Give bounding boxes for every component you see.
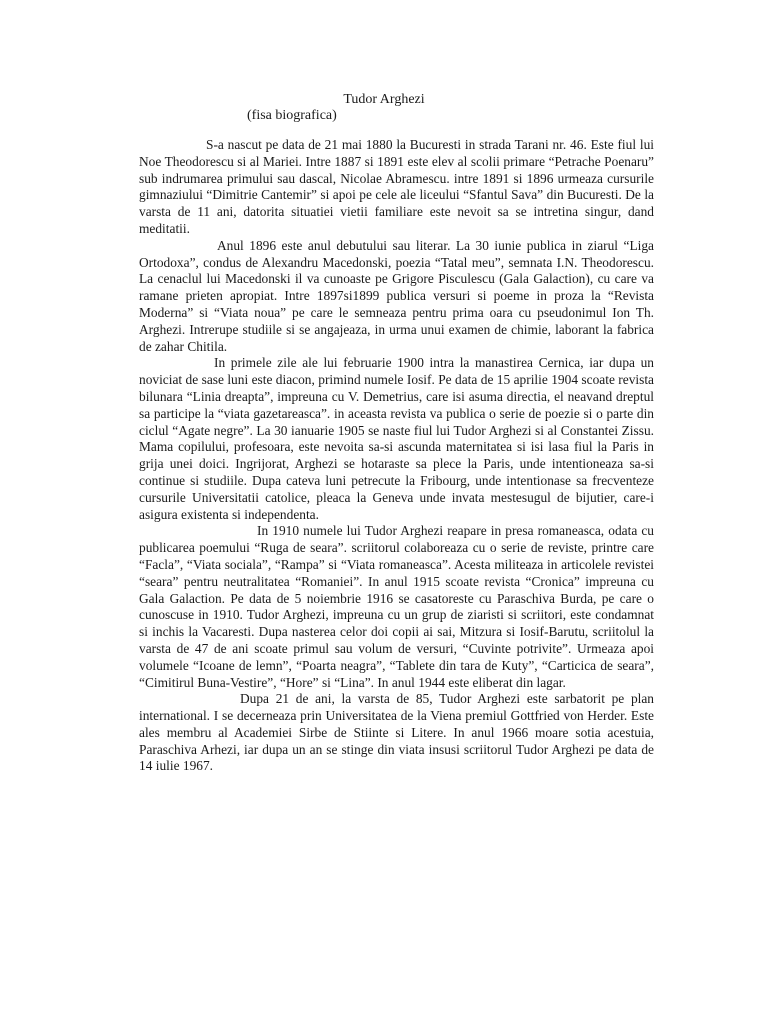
paragraph-debut: Anul 1896 este anul debutului sau literar. La 30 iunie publica in ziarul “Liga Ortodoxa”, condus de Alexandru Macedonski, poezia “Tatal meu”, semnata I.N. Theodorescu. La cenaclul lui Macedonski il va cunoaste pe Grigore Pisculescu (Gala Galaction), cu care va ramane prieten apropiat. Intre 1897si1899 publica versuri si poeme in proza la “Revista Moderna” si “Viata noua” pe care le semneaza pentru prima oara cu pseudonimul Ion Th. Arghezi. Intrerupe studiile si se angajeaza, in urma unui examen de chimie, laborant la fabrica de zahar Chitila.: [139, 237, 654, 354]
paragraph-career: In 1910 numele lui Tudor Arghezi reapare in presa romaneasca, odata cu publicarea poemului “Ruga de seara”. scriitorul colaboreaza cu o serie de reviste, printre care “Facla”, “Viata sociala”, “Rampa” si “Viata romaneasca”. Acesta militeaza in articolele revistei “seara” pentru neutralitatea “Romaniei”. In anul 1915 scoate revista “Cronica” impreuna cu Gala Galaction. Pe data de 5 noiembrie 1916 se casatoreste cu Paraschiva Burda, pe care o cunoscuse in 1910. Tudor Arghezi, impreuna cu un grup de ziaristi si scriitori, este condamnat si inchis la Vacaresti. Dupa nasterea celor doi copii ai sai, Mitzura si Iosif-Barutu, scriitolul la varsta de 47 de ani scoate primul sau volum de versuri, “Cuvinte potrivite”. Urmeaza apoi volumele “Icoane de lemn”, “Poarta neagra”, “Tablete din tara de Kuty”, “Carticica de seara”, “Cimitirul Buna-Vestire”, “Hore” si “Lina”. In anul 1944 este eliberat din lagar.: [139, 523, 654, 690]
paragraph-monastery: In primele zile ale lui februarie 1900 intra la manastirea Cernica, iar dupa un noviciat de sase luni este diacon, primind numele Iosif. Pe data de 15 aprilie 1904 scoate revista bilunara “Linia dreapta”, impreuna cu V. Demetrius, care isi asuma directia, el neavand dreptul sa participe la “viata gazetareasca”. in aceasta revista va publica o serie de poezie si o parte din ciclul “Agate negre”. La 30 ianuarie 1905 se naste fiul lui Tudor Arghezi si al Constantei Zissu. Mama copilului, profesoara, este nevoita sa-si ascunda maternitatea si isi lasa fiul la Paris in grija unei doici. Ingrijorat, Arghezi se hotaraste sa plece la Paris, unde intentioneaza sa-si continue si studiile. Dupa cateva luni petrecute la Fribourg, unde intentionase sa frecventeze cursurile Universitatii catolice, pleaca la Geneva unde invata mestesugul de bijutier, care-i asigura existenta si independenta.: [139, 355, 654, 522]
document-title: Tudor Arghezi: [343, 92, 425, 107]
paragraph-later-life: Dupa 21 de ani, la varsta de 85, Tudor Arghezi este sarbatorit pe plan international. I se decerneaza prin Universitatea de la Viena premiul Gottfried von Herder. Este ales membru al Academiei Sirbe de Stiinte si Litere. In anul 1966 moare sotia acestuia, Paraschiva Arhezi, iar dupa un an se stinge din viata insusi scriitorul Tudor Arghezi pe data de 14 iulie 1967.: [139, 691, 654, 774]
document-subtitle: (fisa biografica): [247, 108, 337, 123]
paragraph-birth: S-a nascut pe data de 21 mai 1880 la Bucuresti in strada Tarani nr. 46. Este fiul lui Noe Theodorescu si al Mariei. Intre 1887 si 1891 este elev al scolii primare “Petrache Poenaru” sub indrumarea primului sau dascal, Nicolae Abramescu. intre 1891 si 1896 urmeaza cursurile gimnaziului “Dimitrie Cantemir” si apoi pe cele ale liceului “Sfantul Sava” din Bucuresti. De la varsta de 11 ani, datorita situatiei vietii familiare este nevoit sa se intretina singur, dand meditatii.: [139, 137, 654, 236]
document-body: [139, 137, 654, 775]
